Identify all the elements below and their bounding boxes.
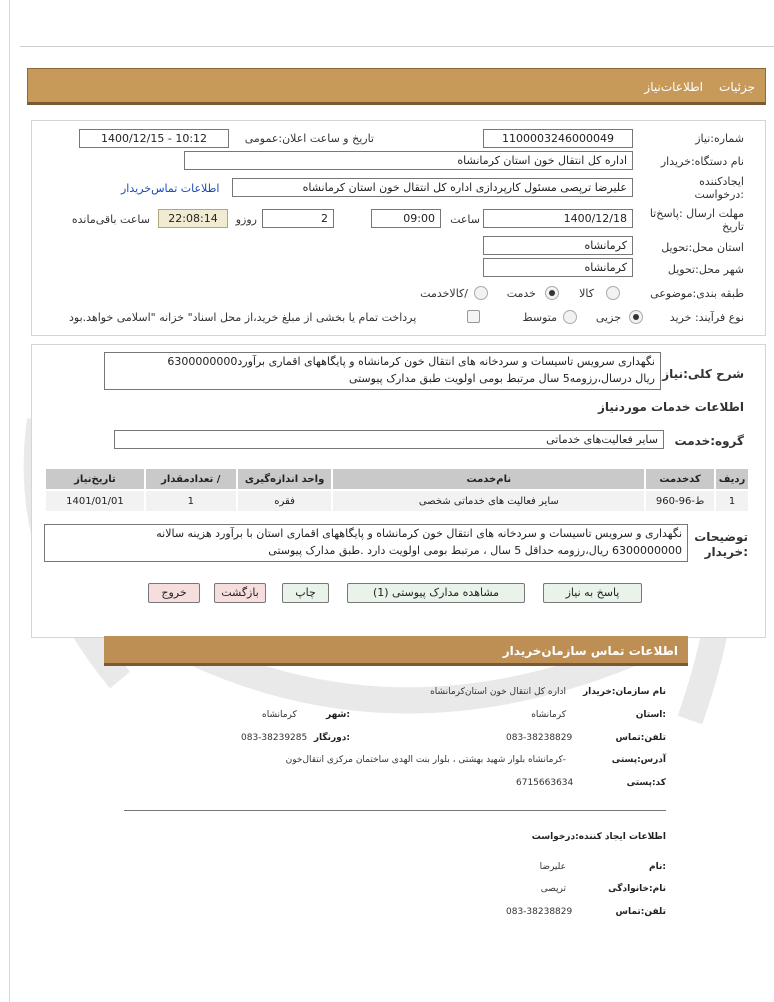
contact-org-value: اداره کل انتقال خون استان‌کرمانشاه [430, 687, 566, 697]
creator-name-value: علیرضا [539, 862, 566, 872]
announce-label: تاریخ و ساعت اعلان:عمومی [244, 132, 374, 145]
exit-button[interactable]: خروج [148, 583, 200, 603]
process-label: نوع فرآیند: خرید [669, 311, 744, 324]
summary-text [104, 352, 661, 390]
category-radio-goods[interactable] [606, 286, 620, 300]
col-code: کدخدمت [645, 468, 715, 490]
deadline-date-field: 1400/12/18 [483, 209, 633, 228]
contact-divider [124, 810, 666, 811]
summary-line-2: ریال درسال،رزومه5 سال مرتبط بومی اولویت طبق مدارک پیوستی [348, 372, 655, 385]
buyer-contact-link[interactable]: اطلاعات تماس‌خریدار [121, 182, 220, 195]
category-option-service: خدمت [506, 287, 536, 300]
creator-family-label: نام:خانوادگی [608, 884, 666, 894]
process-radio-minor[interactable] [629, 310, 643, 324]
need-number-label: شماره:نیاز [695, 132, 744, 145]
service-group-label: گروه:خدمت [674, 434, 744, 448]
contact-city-label: :شهر [326, 710, 350, 720]
contact-address-value: -کرمانشاه بلوار شهید بهشتی ، بلوار بنت الهدی ساختمان مرکزی انتقال‌خون [285, 755, 566, 765]
treasury-payment-note: پرداخت تمام یا بخشی از مبلغ خرید،از محل اسناد" خزانه "اسلامی خواهد.بود [69, 311, 417, 324]
buyer-notes-line-1: نگهداری و سرویس تاسیسات و سردخانه های انتقال خون کرمانشاه و پایگاههای اقماری استان با برآورد هزینه سالانه [156, 527, 682, 540]
col-date: تاریخ‌نیاز [45, 468, 145, 490]
contact-province-label: :استان [635, 710, 666, 720]
summary-label: شرح کلی:نیاز [662, 367, 744, 381]
cell-row: 1 [715, 490, 749, 512]
contact-header [104, 636, 688, 666]
category-label: طبقه بندی:موضوعی [650, 287, 744, 300]
col-name: نام‌خدمت [332, 468, 645, 490]
back-button[interactable]: بازگشت [214, 583, 266, 603]
category-radio-service[interactable] [545, 286, 559, 300]
category-radio-goods-service[interactable] [474, 286, 488, 300]
buyer-notes-label-1: توضیحات [694, 530, 748, 544]
days-field: 2 [262, 209, 334, 228]
view-attachments-button[interactable]: مشاهده مدارک پیوستی (1) [347, 583, 525, 603]
summary-line-1: نگهداری سرویس تاسیسات و سردخانه های انتقال خون کرمانشاه و پایگاههای اقماری برآورد6300000000 [167, 355, 655, 368]
deadline-time-field: 09:00 [371, 209, 441, 228]
need-number-field: 1100003246000049 [483, 129, 633, 148]
service-group-field: سایر فعالیت‌های خدماتی [114, 430, 664, 449]
creator-field: علیرضا ترپصی مسئول کارپردازی اداره کل انتقال خون استان کرمانشاه [232, 178, 633, 197]
creator-name-label: :نام [649, 862, 666, 872]
cell-date: 1401/01/01 [45, 490, 145, 512]
announce-field: 1400/12/15 - 10:12 [79, 129, 229, 148]
remaining-label: ساعت باقی‌مانده [71, 213, 150, 226]
contact-org-label: نام سازمان:خریدار [582, 687, 666, 697]
deadline-label-1: مهلت ارسال :پاسخ‌تا [649, 207, 744, 220]
process-radio-medium[interactable] [563, 310, 577, 324]
creator-family-value: ترپصی [540, 884, 566, 894]
contact-title: اطلاعات تماس سازمان‌خریدار [502, 644, 678, 658]
province-label: استان محل:تحویل [661, 241, 744, 254]
print-button[interactable]: چاپ [282, 583, 329, 603]
services-title: اطلاعات خدمات موردنیاز [597, 400, 744, 414]
reply-button[interactable]: پاسخ به نیاز [543, 583, 642, 603]
contact-postal-value: 6715663634 [516, 778, 574, 788]
cell-name: سایر فعالیت های خدماتی شخصی [332, 490, 645, 512]
col-row: ردیف [715, 468, 749, 490]
city-label: شهر محل:تحویل [667, 263, 744, 276]
process-option-medium: متوسط [522, 311, 557, 324]
cell-code: ط-96-960 [645, 490, 715, 512]
treasury-payment-checkbox[interactable] [467, 310, 480, 323]
cell-quantity: 1 [145, 490, 237, 512]
contact-address-label: آدرس:پستی [611, 755, 666, 765]
services-table-header [45, 468, 749, 490]
contact-city-value: کرمانشاه [262, 710, 297, 720]
contact-fax-label: :دورنگار [313, 733, 350, 743]
creator-phone-value: 083-38238829 [506, 907, 573, 917]
creator-label-1: ایجادکننده [699, 175, 744, 188]
table-row [45, 490, 749, 512]
tab-details[interactable]: جزئیات [719, 80, 755, 94]
buyer-field: اداره کل انتقال خون استان کرمانشاه [184, 151, 633, 170]
services-table [44, 467, 750, 513]
tab-need-info[interactable]: اطلاعات‌نیاز [644, 80, 703, 94]
city-field: کرمانشاه [483, 258, 633, 277]
category-option-goods: کالا [579, 287, 594, 300]
contact-fax-value: 083-38239285 [241, 733, 308, 743]
buyer-notes-label-2: :خریدار [704, 545, 748, 559]
buyer-notes-text [44, 524, 688, 562]
remaining-time-field: 22:08:14 [158, 209, 228, 228]
header-bar [27, 68, 766, 105]
creator-phone-label: تلفن:تماس [615, 907, 666, 917]
contact-postal-label: کد:پستی [626, 778, 666, 788]
page-left-border [9, 0, 10, 1002]
cell-unit: فقره [237, 490, 333, 512]
contact-phone-label: تلفن:تماس [615, 733, 666, 743]
buyer-label: نام دستگاه:خریدار [660, 155, 744, 168]
category-option-goods-service: /کالاخدمت [420, 287, 468, 300]
col-unit: واحد اندازه‌گیری [237, 468, 333, 490]
deadline-label-2: تاریخ [722, 220, 744, 233]
buyer-notes-line-2: 6300000000 ریال،رزومه حداقل 5 سال ، مرتبط بومی اولویت دارد .طبق مدارک پیوستی [268, 544, 682, 557]
contact-phone-value: 083-38238829 [506, 733, 573, 743]
deadline-time-label: ساعت [450, 213, 480, 226]
province-field: کرمانشاه [483, 236, 633, 255]
creator-label-2: :درخواست [694, 188, 744, 201]
page-top-divider [20, 46, 774, 47]
contact-province-value: کرمانشاه [531, 710, 566, 720]
col-quantity: / تعدادمقدار [145, 468, 237, 490]
days-label: روزو [235, 213, 257, 226]
creator-info-title: اطلاعات ایجاد کننده:درخواست [531, 832, 666, 842]
process-option-minor: جزیی [595, 311, 621, 324]
